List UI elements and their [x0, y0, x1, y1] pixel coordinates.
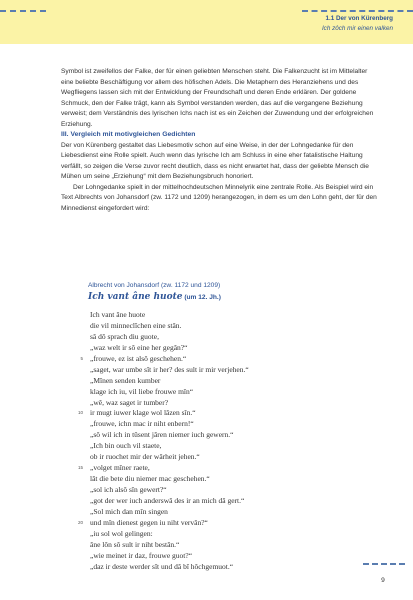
poem-line-text: „daz ir deste werder sît und dâ bî hôchgemuot.“ [90, 561, 234, 571]
poem-line [90, 507, 350, 518]
poem-line-text: „waz welt ir sô eine her gegân?“ [90, 342, 188, 352]
poem-line-text: ir mugt iuwer klage wol lâzen sîn.“ [90, 408, 196, 418]
poem-line [77, 517, 350, 529]
poem-line [90, 496, 350, 507]
poem-line-text: „Mînen senden kumber [90, 375, 161, 385]
poem-line [90, 529, 350, 540]
poem-line [90, 321, 350, 332]
poem-line-text: die vil minneclîchen eine stân. [90, 320, 182, 330]
poem-line [90, 419, 350, 430]
poem-line-text: „wie meinet ir daz, frouwe guot?“ [90, 550, 193, 560]
section-paragraph-2: Der Lohngedanke spielt in der mittelhochdeutschen Minnelyrik eine zentrale Rolle. Als Beispiel wird ein Text Albrechts von Johansdorf (zw. 1172 und 1209) herangezogen, in dem es um den Lohn geht, der für den Minnedienst eingefordert wird: [61, 183, 377, 212]
quote-title-suffix: (um 12. Jh.) [182, 294, 221, 301]
poem [77, 310, 350, 573]
intro-paragraph: Symbol ist zweifellos der Falke, der für einen geliebten Menschen steht. Die Falkenzucht ist im Mittelalter eine beliebte Beschäftigung vor allem des höfischen Adels. Die Metaphern des Heranziehens und des Wegfliegens lassen sich mit der Entwicklung der Freundschaft und deren Ende erklären. Der goldene Schmuck, den der Falke trägt, kann als Symbol verstanden werden, das auf die vergangene Beziehung verweist; dem Verständnis des lyrischen Ichs nach ist es ein Zeichen der Zuwendung und der erfolgreichen Erziehung. [61, 68, 374, 128]
poem-line [90, 310, 350, 321]
running-header [322, 14, 393, 34]
poem-line [90, 376, 350, 387]
section-paragraph-1: Der von Kürenberg gestaltet das Liebesmotiv schon auf eine Weise, in der der Lohngedanke für den Liebesdienst eine Rolle spielt. Auch wenn das lyrische Ich am Schluss in eine eher fatalistische Haltung verfällt, so zeigen die Verse zuvor recht deutlich, dass es nicht erwartet hat, dass der geliebte Mensch die Mühen um seine „Erziehung“ mit dem Beziehungsbruch honoriert. [61, 141, 369, 180]
poem-line-text: „got der wer iuch anderswâ des ir an mich dâ gert.“ [90, 495, 245, 505]
line-number: 20 [77, 519, 83, 525]
poem-line [90, 562, 350, 573]
quote-heading [88, 281, 348, 303]
poem-line-text: klage ich iu, vil liebe frouwe mîn“ [90, 386, 194, 396]
poem-line [90, 332, 350, 343]
poem-line-text: âne lôn sô sult ir niht bestân.“ [90, 539, 180, 549]
poem-line-text: „Sol mich dan mîn singen [90, 506, 168, 516]
poem-line-text: ob ir ruochet mir der wârheit jehen.“ [90, 452, 200, 462]
line-number: 15 [77, 465, 83, 471]
page-number: 9 [381, 577, 385, 584]
body-text [61, 67, 379, 214]
poem-line [90, 343, 350, 354]
poem-line [90, 474, 350, 485]
poem-line-text: Ich vant âne huote [90, 310, 146, 319]
poem-line-text: „iu sol wol gelingen: [90, 528, 153, 538]
poem-line-text: „saget, war umbe sît ir her? des sult ir mir verjehen.“ [90, 364, 249, 374]
poem-line [77, 463, 350, 474]
chapter-subtitle: Ich zôch mir einen valken [321, 25, 393, 32]
section-heading: III. Vergleich mit motivgleichen Gedichten [61, 131, 196, 138]
line-number: 5 [80, 355, 83, 361]
quote-author: Albrecht von Johansdorf (zw. 1172 und 1209) [88, 282, 221, 289]
poem-line-text: „sol ich alsô sîn gewert?“ [90, 485, 167, 494]
poem-line-text: „wê, waz saget ir tumber? [90, 397, 169, 407]
poem-line-text: lât die bete diu niemer mac geschehen.“ [90, 474, 210, 484]
poem-line [90, 441, 350, 452]
chapter-title: 1.1 Der von Kürenberg [325, 15, 393, 22]
poem-line [90, 551, 350, 562]
poem-line-text: „volget mîner raete, [90, 463, 150, 473]
poem-line [77, 408, 350, 419]
header-dash-left [0, 10, 46, 12]
poem-line [90, 540, 350, 551]
poem-line-text: „frouwe, ichn mac ir niht enbern!“ [90, 419, 194, 429]
poem-line [90, 387, 350, 398]
poem-line [80, 353, 350, 365]
poem-line-text: „frouwe, ez ist alsô geschehen.“ [90, 353, 187, 363]
poem-line [90, 430, 350, 441]
quote-title: Ich vant âne huote [88, 292, 183, 302]
header-dash-right [302, 10, 413, 12]
poem-line [90, 452, 350, 463]
poem-line-text: „Ich bin ouch vil staete, [90, 441, 162, 451]
line-number: 10 [77, 410, 83, 416]
poem-line [90, 365, 350, 376]
poem-line-text: „sô wil ich in tûsent jâren niemer iuch gewern.“ [90, 430, 234, 440]
footer-dash [363, 563, 405, 565]
poem-line-text: sâ dô sprach diu guote, [90, 331, 159, 341]
poem-line [90, 485, 350, 496]
poem-line [90, 398, 350, 409]
poem-line-text: und mîn dienest gegen iu niht vervân?“ [90, 517, 208, 527]
